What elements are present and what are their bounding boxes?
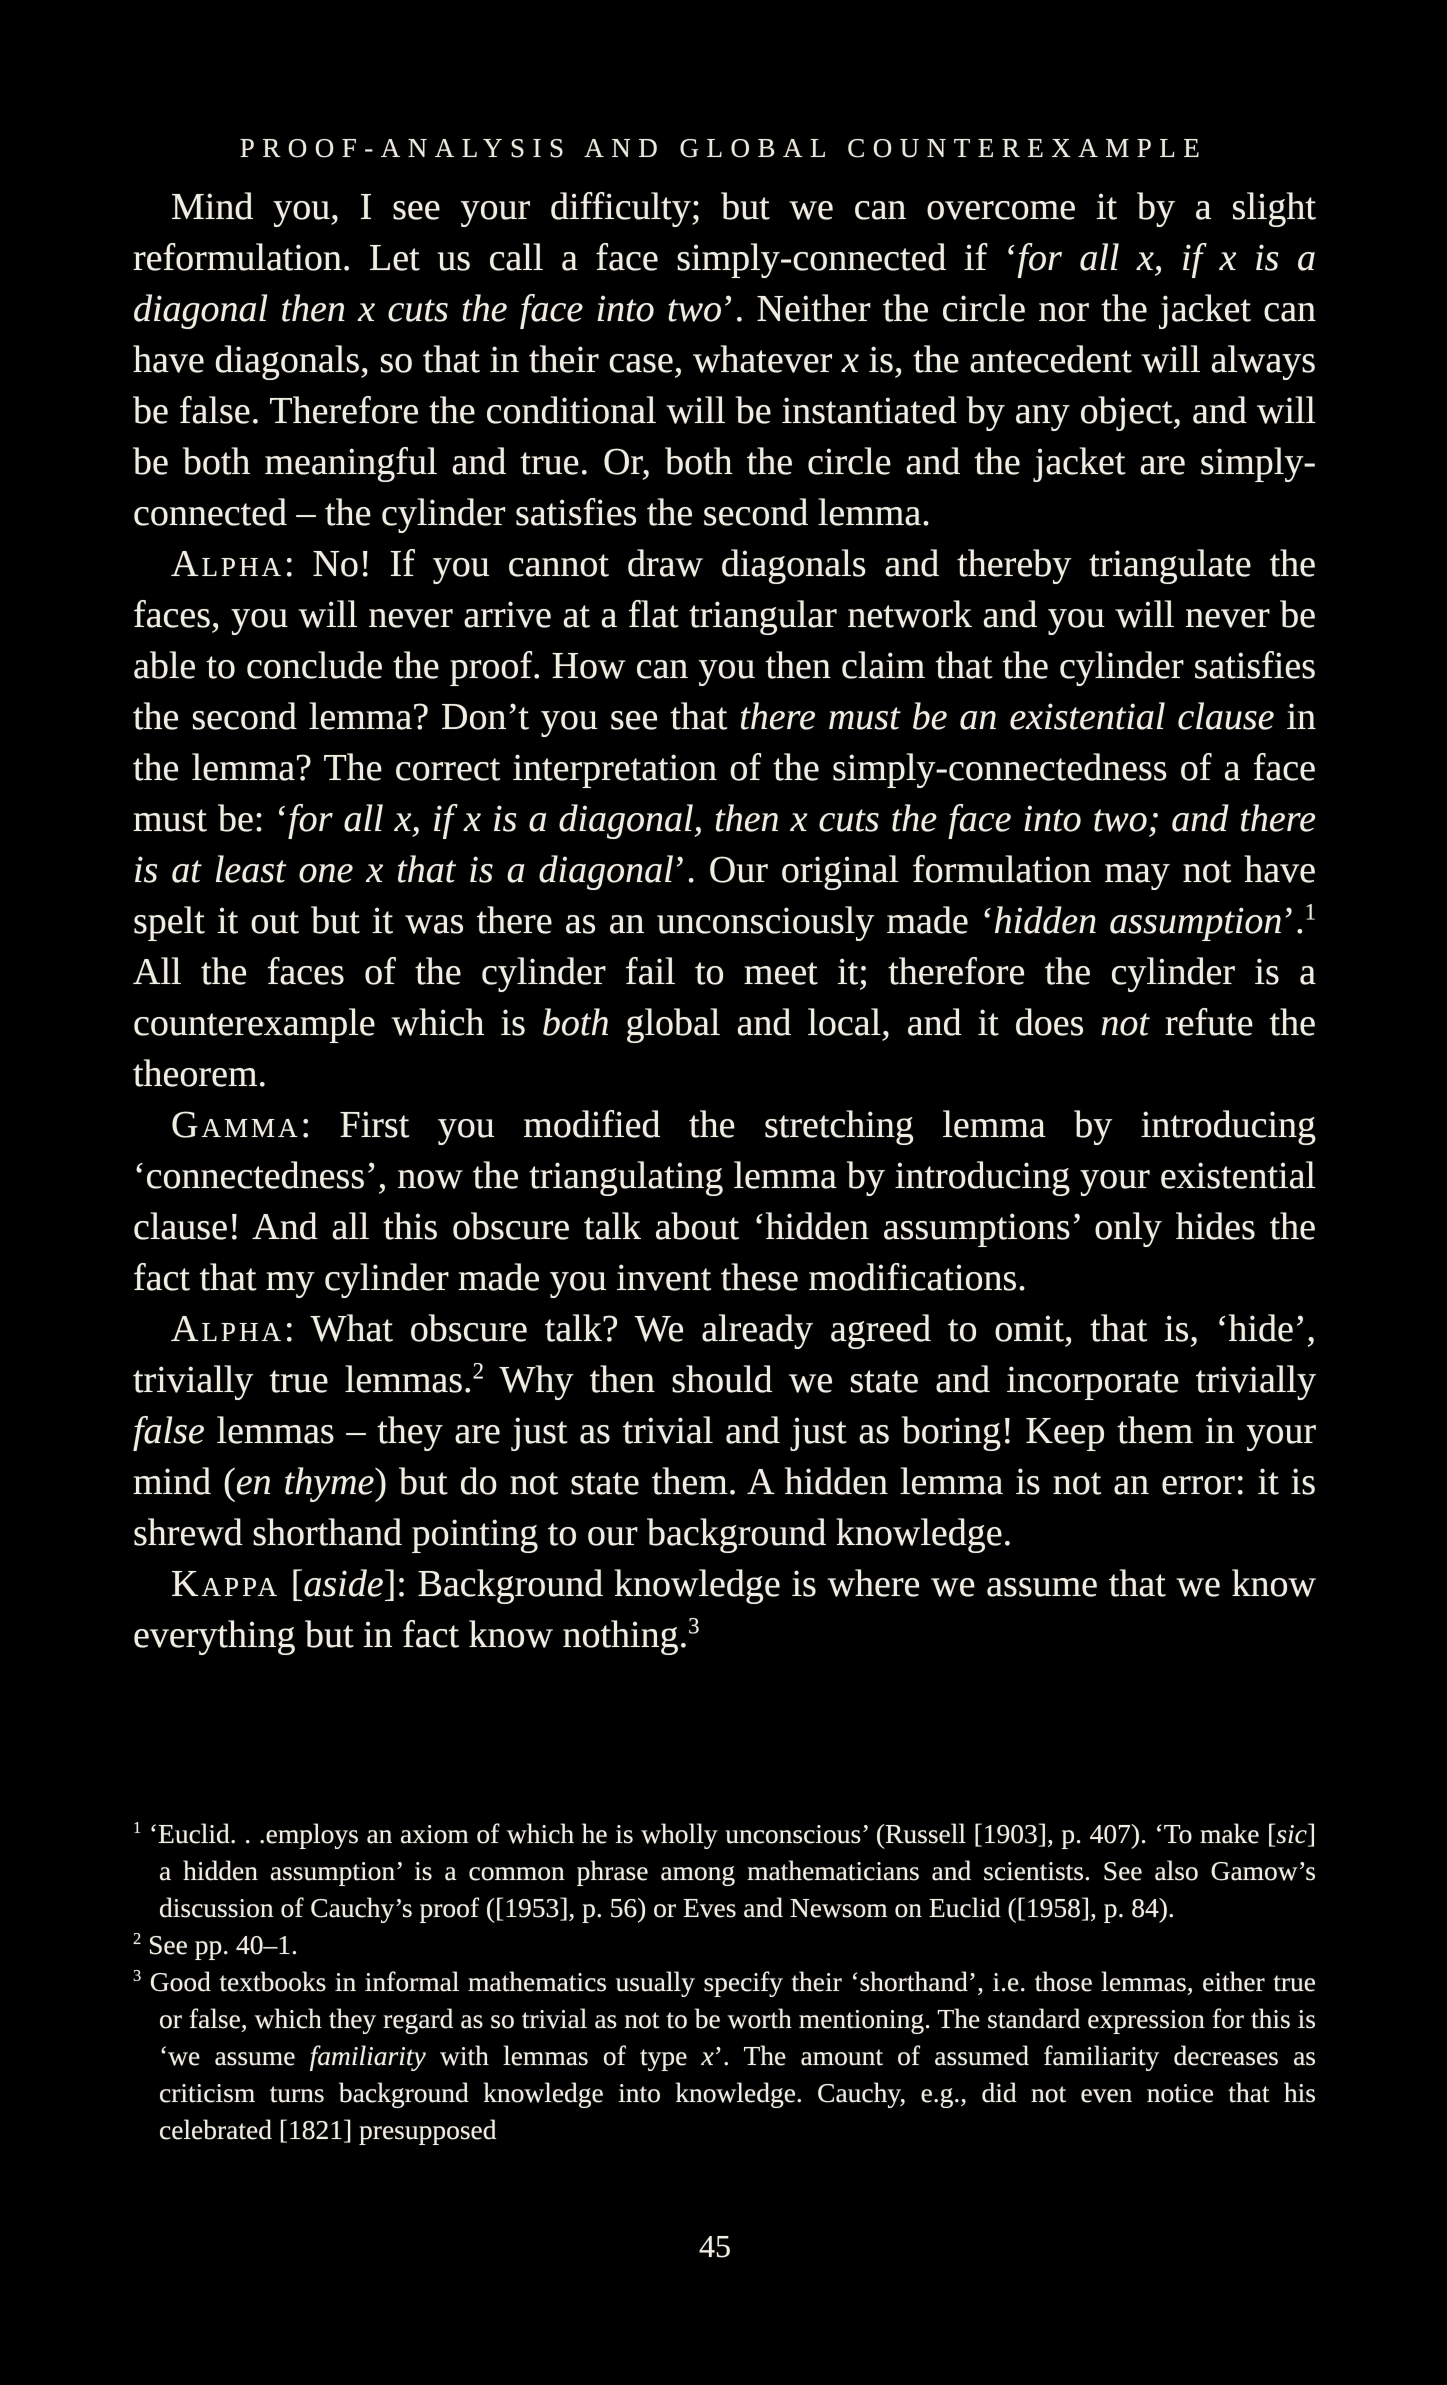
footnote-3: $^3$ Good textbooks in informal mathematics usually specify their ‘shorthand’, i.e. those lemmas, either true or false, which they regard as so trivial as not to be worth mentioning. The standard expression for this is ‘we assume familiarity with lemmas of type x’. The amount of assumed familiarity decreases as criticism turns background knowledge into knowledge. Cauchy, e.g., did not even notice that his celebrated [1821] presupposed bbox=[133, 1965, 1316, 2145]
page-body bbox=[133, 182, 1316, 1661]
dialogue-paragraph-alpha-1: Alpha: No! If you cannot draw diagonals and thereby triangulate the faces, you will never arrive at a flat triangular network and you will never be able to conclude the proof. How can you then claim that the cylinder satisfies the second lemma? Don’t you see that there must be an existential clause in the lemma? The correct interpretation of the simply-connectedness of a face must be: ‘for all x, if x is a diagonal, then x cuts the face into two; and there is at least one x that is a diagonal’. Our original formulation may not have spelt it out but it was there as an unconsciously made ‘hidden assumption’.$^1$ All the faces of the cylinder fail to meet it; therefore the cylinder is a counterexample which is both global and local, and it does not refute the theorem. bbox=[133, 543, 1317, 1095]
running-header: PROOF-ANALYSIS AND GLOBAL COUNTEREXAMPLE bbox=[239, 133, 1208, 163]
page-number: 45 bbox=[699, 2228, 731, 2264]
dialogue-paragraph-teacher: Mind you, I see your difficulty; but we can overcome it by a slight reformulation. Let us call a face simply-connected if ‘for all x, if x is a diagonal then x cuts the face into two’. Neither the circle nor the jacket can have diagonals, so that in their case, whatever x is, the antecedent will always be false. Therefore the conditional will be instantiated by any object, and will be both meaningful and true. Or, both the circle and the jacket are simply-connected – the cylinder satisfies the second lemma. bbox=[133, 186, 1316, 534]
dialogue-paragraph-alpha-2: Alpha: What obscure talk? We already agreed to omit, that is, ‘hide’, trivially true lemmas.$^2$ Why then should we state and incorporate trivially false lemmas – they are just as trivial and just as boring! Keep them in your mind (en thyme) but do not state them. A hidden lemma is not an error: it is shrewd shorthand pointing to our background knowledge. bbox=[133, 1308, 1316, 1554]
dialogue-paragraph-kappa: Kappa [aside]: Background knowledge is where we assume that we know everything but in fact know nothing.$^3$ bbox=[133, 1563, 1316, 1656]
dialogue-paragraph-gamma: Gamma: First you modified the stretching lemma by introducing ‘connectedness’, now the triangulating lemma by introducing your existential clause! And all this obscure talk about ‘hidden assumptions’ only hides the fact that my cylinder made you invent these modifications. bbox=[133, 1104, 1316, 1299]
footnote-1: $^1$ ‘Euclid. . .employs an axiom of which he is wholly unconscious’ (Russell [1903], p. 407). ‘To make [sic] a hidden assumption’ is a common phrase among mathematicians and scientists. See also Gamow’s discussion of Cauchy’s proof ([1953], p. 56) or Eves and Newsom on Euclid ([1958], p. 84). bbox=[133, 1817, 1316, 1923]
footnotes-section bbox=[133, 1815, 1316, 2148]
footnote-2: $^2$ See pp. 40–1. bbox=[133, 1928, 298, 1960]
